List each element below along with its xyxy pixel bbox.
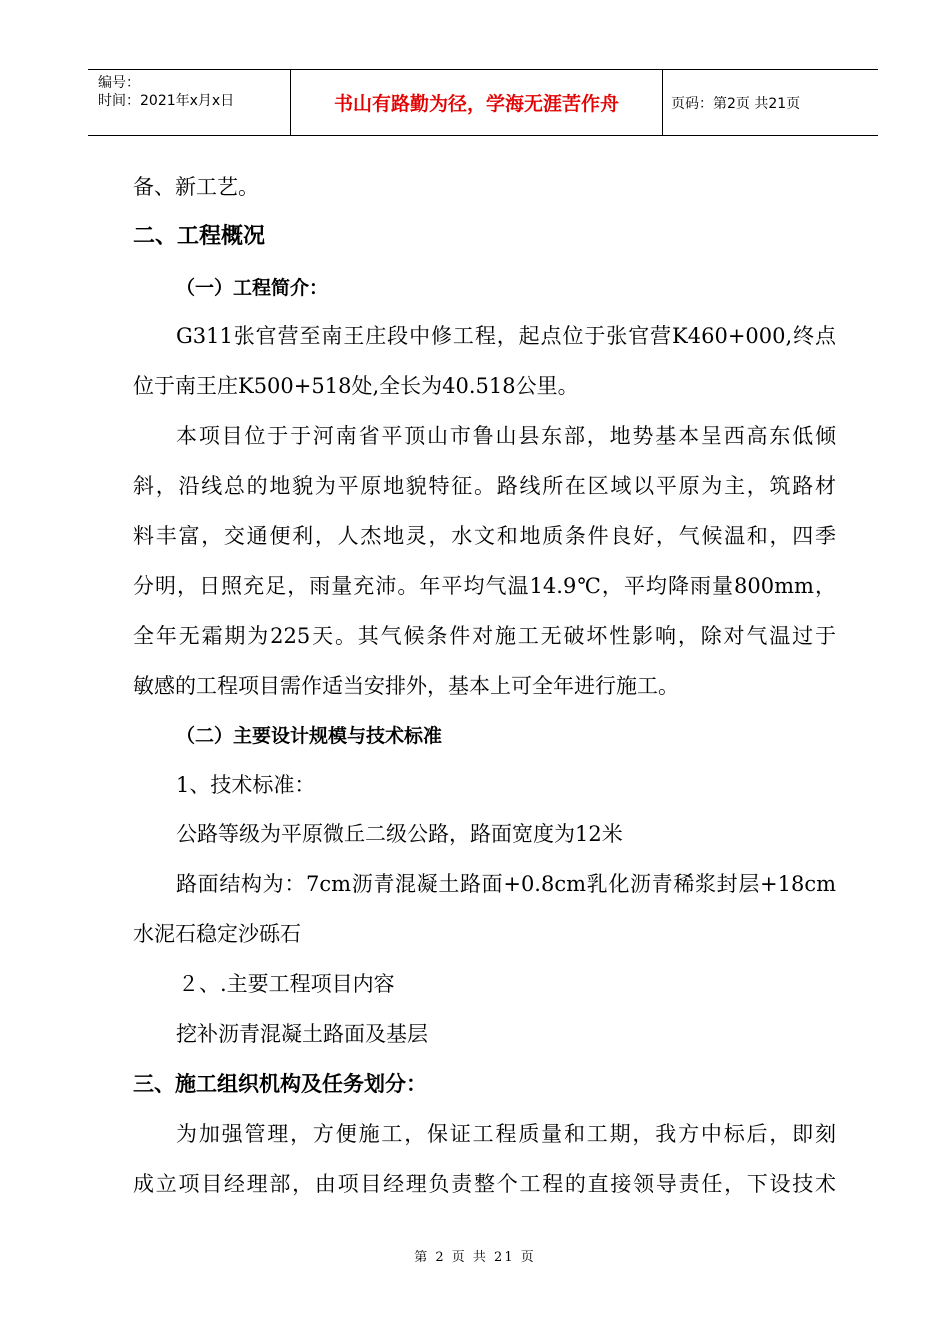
page-header	[88, 69, 878, 136]
header-meta	[88, 70, 291, 135]
paragraph-line: 位于南王庄K500+518处,全长为40.518公里。	[133, 374, 579, 398]
paragraph-line: G311张官营至南王庄段中修工程，起点位于张官营K460+000,终点	[176, 324, 836, 348]
paragraph-line: 挖补沥青混凝土路面及基层	[176, 1022, 428, 1046]
header-page-info: 页码：第2页 共21页	[671, 95, 801, 112]
section-heading: 二、工程概况	[133, 224, 266, 249]
paragraph-line: 敏感的工程项目需作适当安排外，基本上可全年进行施工。	[133, 674, 679, 698]
paragraph-line: 公路等级为平原微丘二级公路，路面宽度为12米	[176, 822, 623, 846]
paragraph-line: 1、技术标准：	[176, 773, 316, 797]
paragraph-line: 斜，沿线总的地貌为平原地貌特征。路线所在区域以平原为主，筑路材	[133, 474, 836, 498]
paragraph-line: 水泥石稳定沙砾石	[133, 922, 301, 946]
paragraph-line: ２、.主要工程项目内容	[178, 972, 395, 996]
paragraph-line: 全年无霜期为225天。其气候条件对施工无破坏性影响，除对气温过于	[133, 624, 836, 648]
paragraph-line: 为加强管理，方便施工，保证工程质量和工期，我方中标后，即刻	[176, 1122, 836, 1146]
subsection-heading: （二）主要设计规模与技术标准	[176, 725, 443, 747]
paragraph-line: 分明，日照充足，雨量充沛。年平均气温14.9℃，平均降雨量800mm，	[133, 574, 836, 598]
paragraph-line: 本项目位于于河南省平顶山市鲁山县东部，地势基本呈西高东低倾	[176, 424, 836, 448]
subsection-heading: （一）工程简介：	[176, 277, 329, 299]
paragraph-line: 路面结构为：7cm沥青混凝土路面+0.8cm乳化沥青稀浆封层+18cm	[176, 872, 836, 896]
paragraph-line: 料丰富，交通便利，人杰地灵，水文和地质条件良好，气候温和，四季	[133, 524, 836, 548]
paragraph-line: 成立项目经理部，由项目经理负责整个工程的直接领导责任，下设技术	[133, 1172, 836, 1196]
doc-number-label: 编号：	[98, 75, 140, 91]
doc-time-label: 时间：2021年x月x日	[98, 93, 235, 109]
section-heading: 三、施工组织机构及任务划分：	[133, 1072, 427, 1096]
header-motto: 书山有路勤为径，学海无涯苦作舟	[291, 70, 663, 135]
page-footer: 第 2 页 共 21 页	[414, 1250, 536, 1265]
paragraph-line: 备、新工艺。	[133, 175, 259, 199]
